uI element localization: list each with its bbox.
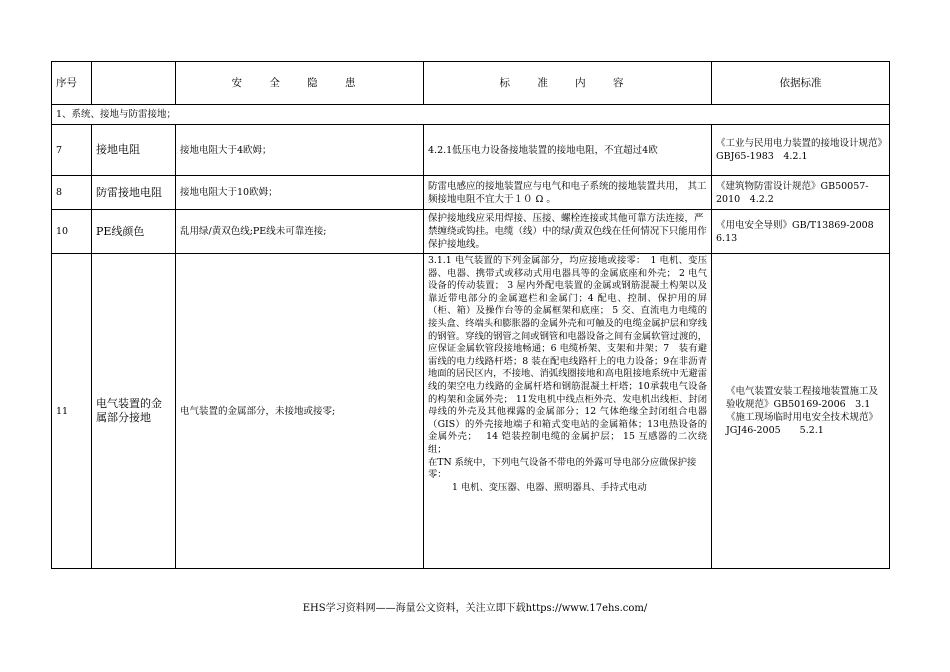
row-item: 接地电阻 <box>92 125 176 176</box>
row-hazard: 接地电阻大于10欧姆； <box>176 176 424 210</box>
tn-system-item: 1 电机、变压器、电器、照明器具、手持式电动 <box>452 481 647 493</box>
tn-system-note: 在TN 系统中，下列电气设备不带电的外露可导电部分应做保护接零： <box>428 456 697 481</box>
section-title: 1、系统、接地与防雷接地； <box>52 105 890 125</box>
row-content: 4.2.1低压电力设备接地装置的接地电阻，不宜超过4欧 <box>424 125 712 176</box>
section-row <box>52 105 890 125</box>
table-row <box>52 125 890 176</box>
table-row <box>52 176 890 210</box>
hazard-standard-table <box>51 61 890 569</box>
row-no: 8 <box>52 176 92 210</box>
grounding-parts-list: 3.1.1 电气装置的下列金属部分，均应接地或接零： 1 电机、变压器、电器、携带式或移动式用电器具等的金属底座和外壳； 2 电气设备的传动装置； 3 屋内外配电装置的金属或钢筋混凝土构架以及靠近带电部分的金属遮栏和金属门；4 配电、控制、保护用的屏（柜、箱）及操作台等的金属框架和底座； 5 交、直流电力电缆的接头盒、终端头和膨胀器的金属外壳和可触及的电缆金属护层和穿线的钢管。穿线的钢管之间或钢管和电器设备之间有金属软管过渡的，应保证金属软管段接地畅通；6 电缆桥架、支架和井架；7 装有避雷线的电力线路杆塔；8 装在配电线路杆上的电力设备；9在非沥青地面的居民区内，不接地、消弧线圈接地和高电阻接地系统中无避雷线的架空电力线路的金属杆塔和钢筋混凝土杆塔；10承载电气设备的构架和金属外壳； 11发电机中线点柜外壳、发电机出线柜、封闭母线的外壳及其他裸露的金属部分；12 气体绝缘全封闭组合电器（GIS）的外壳接地端子和箱式变电站的金属箱体；13电热设备的金属外壳； 14 铠装控制电缆的金属护层； 15 互感器的二次绕组； <box>428 255 707 455</box>
row-item: 电气装置的金属部分接地 <box>92 254 176 569</box>
table-row <box>52 254 890 569</box>
row-no: 10 <box>52 210 92 254</box>
row-basis: 《建筑物防雷设计规范》GB50057-2010 4.2.2 <box>712 176 890 210</box>
row-no: 11 <box>52 254 92 569</box>
row-hazard: 接地电阻大于4欧姆； <box>176 125 424 176</box>
header-item <box>92 62 176 105</box>
row-content: 保护接地线应采用焊接、压接、螺栓连接或其他可靠方法连接，严禁缠绕或钩挂。电缆（线）中的绿/黄双色线在任何情况下只能用作保护接地线。 <box>424 210 712 254</box>
header-basis: 依据标准 <box>712 62 890 105</box>
row-item: PE线颜色 <box>92 210 176 254</box>
row-hazard: 电气装置的金属部分，未接地或接零; <box>176 254 424 569</box>
row-basis: 《用电安全导则》GB/T13869-2008 6.13 <box>712 210 890 254</box>
row-content <box>424 254 712 569</box>
row-no: 7 <box>52 125 92 176</box>
header-hazard: 安 全 隐 患 <box>176 62 424 105</box>
header-content: 标 准 内 容 <box>424 62 712 105</box>
header-no: 序号 <box>52 62 92 105</box>
row-hazard: 乱用绿/黄双色线;PE线未可靠连接; <box>176 210 424 254</box>
row-basis <box>712 254 890 569</box>
row-item: 防雷接地电阻 <box>92 176 176 210</box>
basis-primary: 《电气装置安装工程接地装置施工及验收规范》GB50169-2006 3.1 <box>726 386 879 410</box>
table-header-row <box>52 62 890 105</box>
row-basis: 《工业与民用电力装置的接地设计规范》GBJ65-1983 4.2.1 <box>712 125 890 176</box>
table-row <box>52 210 890 254</box>
row-content: 防雷电感应的接地装置应与电气和电子系统的接地装置共用， 其工频接地电阻不宜大于１０ Ω 。 <box>424 176 712 210</box>
basis-secondary: 《施工现场临时用电安全技术规范》JGJ46-2005 5.2.1 <box>726 412 879 436</box>
footer-text: EHS学习资料网——海量公文资料，关注立即下载https://www.17ehs.com/ <box>302 603 648 614</box>
